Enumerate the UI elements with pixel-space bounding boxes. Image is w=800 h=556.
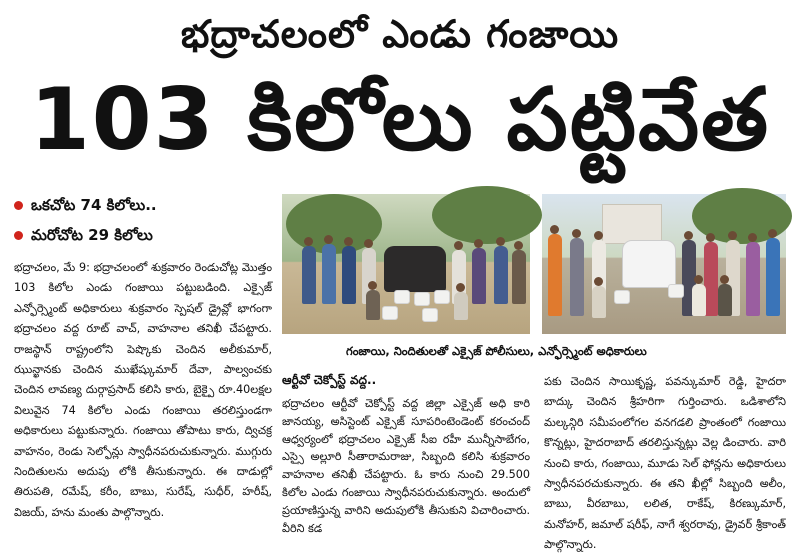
highlights (14, 190, 270, 250)
body-column-2 (282, 369, 530, 537)
photo-seizure-group-2 (542, 194, 786, 334)
highlight-item (14, 220, 270, 250)
bullet-dot-icon (14, 201, 23, 210)
highlight-item (14, 190, 270, 220)
section-subhead: ఆర్టీవో చెక్పోస్ట్ వద్ద.. (282, 373, 377, 387)
body-column-2-text: భద్రాచలం ఆర్టీవో చెక్పోస్ట్ వద్ద జిల్లా ఎక్సైజ్ అధి కారి జానయ్య, అసిస్టెంట్ ఎక్సైజ్ సూపరింటెండెంట్ కరంచంద్ ఆధ్వర్యంలో భద్రాచలం ఎక్సైజ్ సీఐ రహీ మున్నీసాబేగం, ఎస్సై అల్లూరి సీతారామరాజు, సిబ్బంది కలిసి శుక్రవారం వాహనాల తనిఖీ చేపట్టారు. ఓ కారు నుంచి 29.500 కిలోల ఎండు గంజాయి స్వాధీనపరుచుకున్నారు. అందులో ప్రయాణిస్తున్న వారిని అదుపులోకి తీసుకుని విచారించారు. వీరిని కడ (282, 397, 530, 535)
photo-seizure-group-1 (282, 194, 530, 334)
article-headline: 103 కిలోలు పట్టివేత (29, 70, 771, 170)
highlight-text: మరోచోట 29 కిలోలు (31, 226, 153, 244)
photo-caption: గంజాయి, నిందితులతో ఎక్సైజ్ పోలీసులు, ఎన్ఫోర్స్మెంట్ అధికారులు (346, 344, 647, 358)
highlight-text: ఒకచోట 74 కిలోలు.. (31, 196, 157, 214)
body-column-3: పకు చెందిన సాయికృష్ణ, పవన్కుమార్ రెడ్డి, హైదరా బాద్కు చెందిన శ్రీహరిగా గుర్తించారు. ఒడిశాలోని మల్కన్గిరి సమీపంలోగల వనగడలి ప్రాంతంలో గంజాయి కొన్నట్లు, హైదరాబాద్ తరలిస్తున్నట్లు వెల్ల డించారు. వారి నుంచి కారు, గంజాయి, మూడు సెల్ ఫోన్లను అధికారులు స్వాధీనపరచుకున్నారు. ఈ తని ఖీల్లో సిబ్బంది అలీం, బాబు, వీరబాబు, లలిత, రాకేష్, కిరణ్కుమార్, మనోహర్, జమాల్ షరీఫ్, నాగే శ్వరరావు, డ్రైవర్ శ్రీకాంత్ పాల్గొన్నారు. (544, 375, 786, 552)
bullet-dot-icon (14, 231, 23, 240)
body-column-1: భద్రాచలం, మే 9: భద్రాచలంలో శుక్రవారం రెండుచోట్ల మొత్తం 103 కిలోల ఎండు గంజాయి పట్టుబడింది. ఎక్సైజ్ ఎన్ఫోర్స్మెంట్ అధికారులు శుక్రవారం స్పెషల్ డ్రైవ్లో భాగంగా భద్రాచలం వద్ద రూట్ వాచ్, వాహనాల తనిఖీ చేపట్టారు. రాజస్థాన్ రాష్ట్రంలోని పెష్కొకు చెందిన అలీకుమార్, ఝున్ఖానకు చెందిన ముఖేష్కుమార్ దేవా, పాల్వంచకు చెందిన లావణ్య దుర్గాప్రసాద్ కలిసి కారు, బైక్పై రూ.40లక్షల విలువైన 74 కిలోల ఎండు గంజాయి తరలిస్తుండగా అధికారులు పట్టుకున్నారు. గంజాయి తోపాటు కారు, ద్విచక్ర వాహనం, రెండు సెల్ఫోన్లు స్వాధీనపరుచుకున్నారు. ముగ్గురు నిందితులను అదుపు లోకి తీసుకున్నారు. ఈ దాడుల్లో తిరుపతి, రమేష్, కరీం, బాబు, సురేష్, సుధీర్, హరీష్, విజయ్, హను మంతు పాల్గొన్నారు. (14, 261, 272, 519)
article-kicker: భద్రాచలంలో ఎండు గంజాయి (180, 12, 620, 56)
